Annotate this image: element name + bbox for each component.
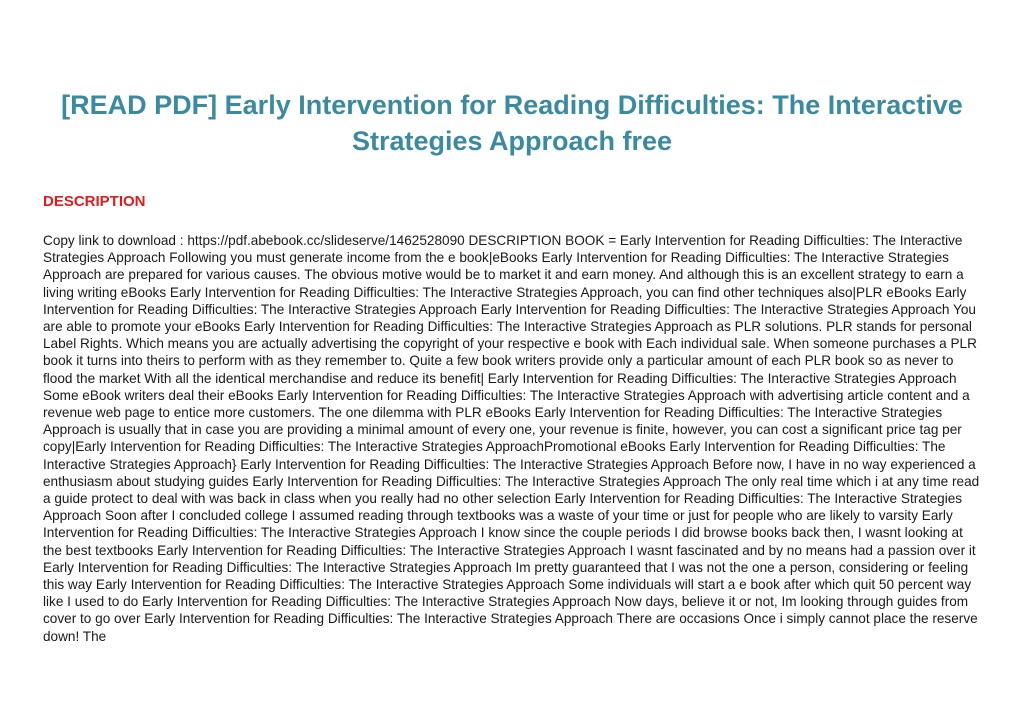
section-heading-description: DESCRIPTION xyxy=(43,193,146,210)
document-title: [READ PDF] Early Intervention for Reading Difficulties: The Interactive Strategies Approach free xyxy=(61,90,963,156)
description-body: Copy link to download : https://pdf.abebook.cc/slideserve/1462528090 DESCRIPTION BOOK = Early Intervention for Reading Difficulties: The Interactive Strategies Approach Following you must generate income from the e book|eBooks Early Intervention for Reading Difficulties: The Interactive Strategies Approach are prepared for various causes. The obvious motive would be to market it and earn money. And although this is an excellent strategy to earn a living writing eBooks Early Intervention for Reading Difficulties: The Interactive Strategies Approach, you can find other techniques also|PLR eBooks Early Intervention for Reading Difficulties: The Interactive Strategies Approach Early Intervention for Reading Difficulties: The Interactive Strategies Approach You are able to promote your eBooks Early Intervention for Reading Difficulties: The Interactive Strategies Approach as PLR solutions. PLR stands for personal Label Rights. Which means you are actually advertising the copyright of your respective e book with Each individual sale. When someone purchases a PLR book it turns into theirs to perform with as they remember to. Quite a few book writers provide only a particular amount of each PLR book so as never to flood the market With all the identical merchandise and reduce its benefit| Early Intervention for Reading Difficulties: The Interactive Strategies Approach Some eBook writers deal their eBooks Early Intervention for Reading Difficulties: The Interactive Strategies Approach with advertising article content and a revenue web page to entice more customers. The one dilemma with PLR eBooks Early Intervention for Reading Difficulties: The Interactive Strategies Approach is usually that in case you are providing a minimal amount of every one, your revenue is finite, however, you can cost a significant price tag per copy|Early Intervention for Reading Difficulties: The Interactive Strategies ApproachPromotional eBooks Early Intervention for Reading Difficulties: The Interactive Strategies Approach} Early Intervention for Reading Difficulties: The Interactive Strategies Approach Before now, I have in no way experienced a enthusiasm about studying guides Early Intervention for Reading Difficulties: The Interactive Strategies Approach The only real time which i at any time read a guide protect to deal with was back in class when you really had no other selection Early Intervention for Reading Difficulties: The Interactive Strategies Approach Soon after I concluded college I assumed reading through textbooks was a waste of your time or just for people who are likely to varsity Early Intervention for Reading Difficulties: The Interactive Strategies Approach I know since the couple periods I did browse books back then, I wasnt looking at the best textbooks Early Intervention for Reading Difficulties: The Interactive Strategies Approach I wasnt fascinated and by no means had a passion over it Early Intervention for Reading Difficulties: The Interactive Strategies Approach Im pretty guaranteed that I was not the one a person, considering or feeling this way Early Intervention for Reading Difficulties: The Interactive Strategies Approach Some individuals will start a e book after which quit 50 percent way like I used to do Early Intervention for Reading Difficulties: The Interactive Strategies Approach Now days, believe it or not, Im looking through guides from cover to go over Early Intervention for Reading Difficulties: The Interactive Strategies Approach There are occasions Once i simply cannot place the reserve down! The xyxy=(43,233,980,644)
